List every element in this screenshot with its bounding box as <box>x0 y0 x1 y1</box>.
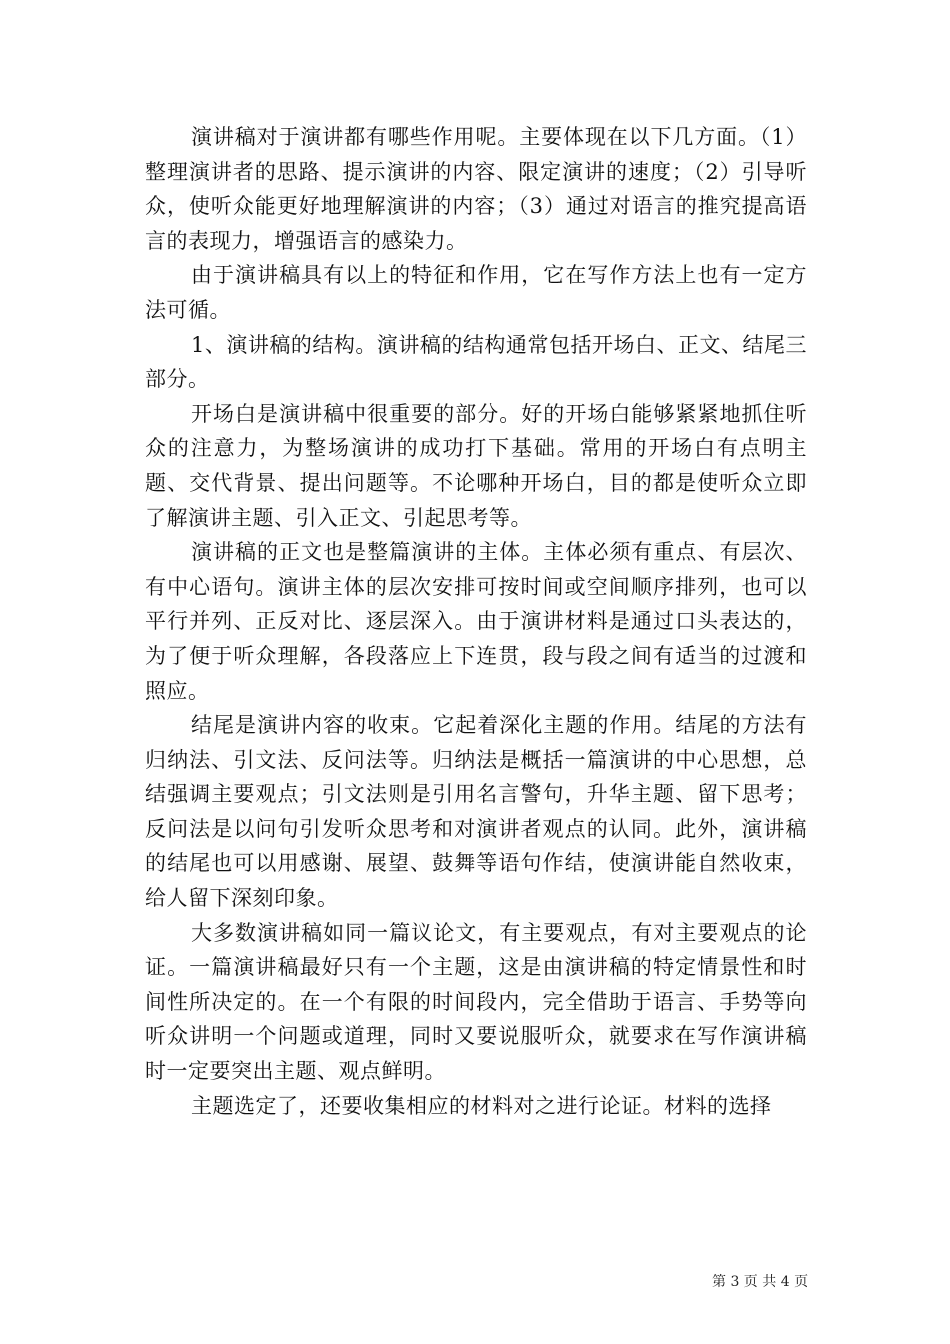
paragraph: 结尾是演讲内容的收束。它起着深化主题的作用。结尾的方法有归纳法、引文法、反问法等。归纳法是概括一篇演讲的中心思想，总结强调主要观点；引文法则是引用名言警句，升华主题、留下思考；反问法是以问句引发听众思考和对演讲者观点的认同。此外，演讲稿的结尾也可以用感谢、展望、鼓舞等语句作结，使演讲能自然收束，给人留下深刻印象。 <box>145 713 807 911</box>
page-number-footer: 第 3 页 共 4 页 <box>712 1274 809 1290</box>
paragraph: 大多数演讲稿如同一篇议论文，有主要观点，有对主要观点的论证。一篇演讲稿最好只有一个主题，这是由演讲稿的特定情景性和时间性所决定的。在一个有限的时间段内，完全借助于语言、手势等向听众讲明一个问题或道理，同时又要说服听众，就要求在写作演讲稿时一定要突出主题、观点鲜明。 <box>145 920 807 1084</box>
paragraph: 开场白是演讲稿中很重要的部分。好的开场白能够紧紧地抓住听众的注意力，为整场演讲的成功打下基础。常用的开场白有点明主题、交代背景、提出问题等。不论哪种开场白，目的都是使听众立即了解演讲主题、引入正文、引起思考等。 <box>145 401 807 530</box>
paragraph: 由于演讲稿具有以上的特征和作用，它在写作方法上也有一定方法可循。 <box>145 263 807 322</box>
paragraph: 演讲稿的正文也是整篇演讲的主体。主体必须有重点、有层次、有中心语句。演讲主体的层次安排可按时间或空间顺序排列，也可以平行并列、正反对比、逐层深入。由于演讲材料是通过口头表达的，为了便于听众理解，各段落应上下连贯，段与段之间有适当的过渡和照应。 <box>145 540 807 703</box>
paragraph: 演讲稿对于演讲都有哪些作用呢。主要体现在以下几方面。（1）整理演讲者的思路、提示演讲的内容、限定演讲的速度；（2）引导听众，使听众能更好地理解演讲的内容；（3）通过对语言的推究提高语言的表现力，增强语言的感染力。 <box>145 125 807 253</box>
paragraph: 主题选定了，还要收集相应的材料对之进行论证。材料的选择 <box>191 1093 772 1118</box>
paragraph: 1、演讲稿的结构。演讲稿的结构通常包括开场白、正文、结尾三部分。 <box>145 332 807 392</box>
document-body <box>145 120 807 1123</box>
